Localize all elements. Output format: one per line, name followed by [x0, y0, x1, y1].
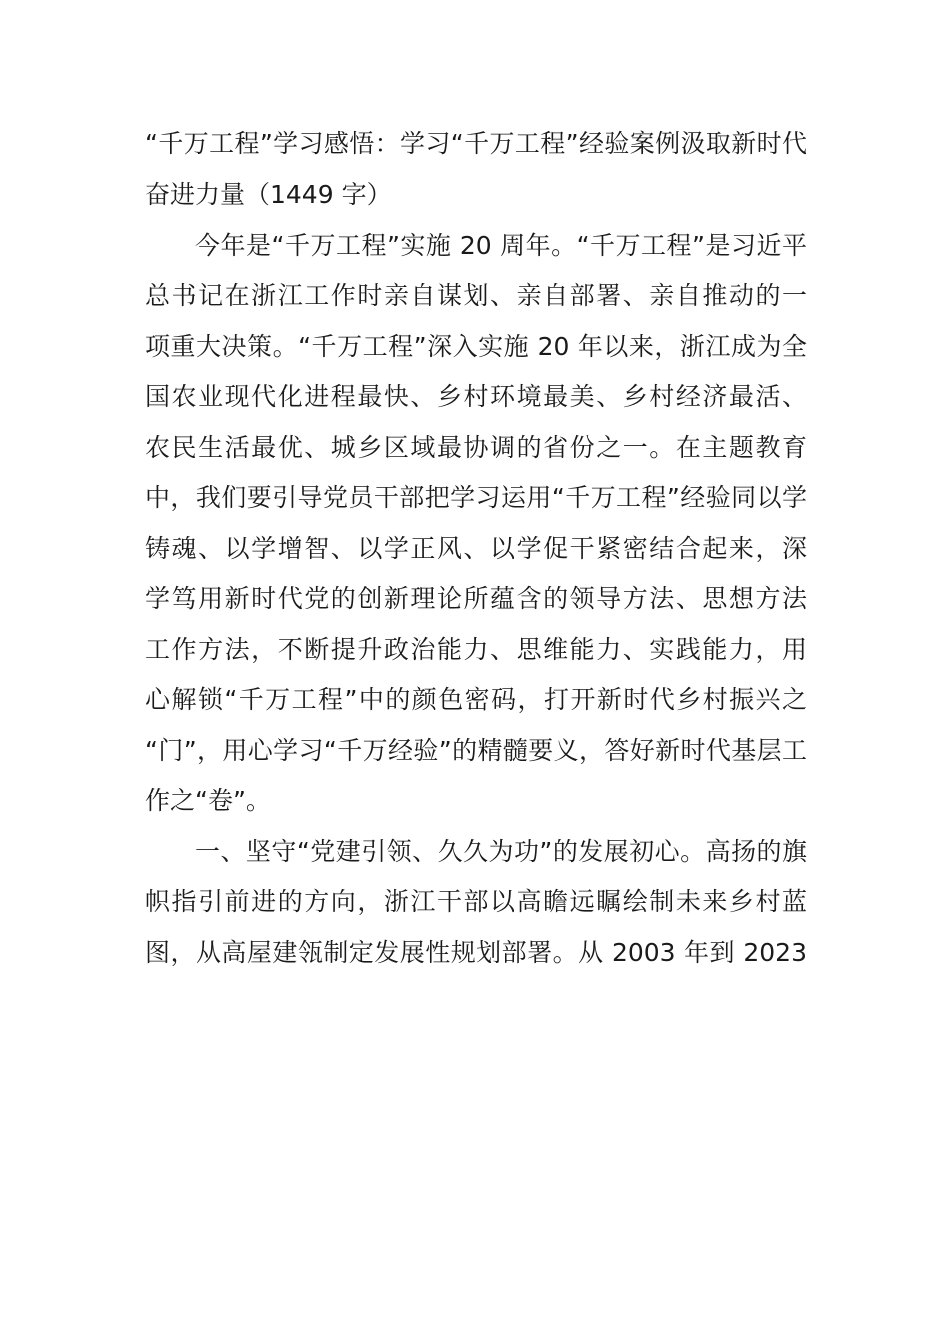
- paragraph-2-line-2: 帜指引前进的方向，浙江干部以高瞻远瞩绘制未来乡村蓝: [145, 887, 807, 916]
- paragraph-1-line-5: 农民生活最优、城乡区域最协调的省份之一。在主题教育: [145, 433, 807, 462]
- paragraph-1-line-2: 总书记在浙江工作时亲自谋划、亲自部署、亲自推动的一: [145, 281, 807, 310]
- paragraph-1-line-6: 中，我们要引导党员干部把学习运用“千万工程”经验同以学: [145, 483, 807, 512]
- paragraph-1-line-10: 心解锁“千万工程”中的颜色密码，打开新时代乡村振兴之: [145, 685, 807, 714]
- paragraph-1-line-1: 今年是“千万工程”实施 20 周年。“千万工程”是习近平: [195, 231, 807, 260]
- paragraph-1-line-9: 工作方法，不断提升政治能力、思维能力、实践能力，用: [145, 635, 807, 664]
- title-line-1: “千万工程”学习感悟：学习“千万工程”经验案例汲取新时代: [145, 129, 807, 158]
- paragraph-1-line-8: 学笃用新时代党的创新理论所蕴含的领导方法、思想方法: [145, 584, 807, 613]
- paragraph-2-line-1: 一、坚守“党建引领、久久为功”的发展初心。高扬的旗: [195, 837, 807, 866]
- paragraph-1-line-4: 国农业现代化进程最快、乡村环境最美、乡村经济最活、: [145, 382, 807, 411]
- paragraph-1-line-11: “门”，用心学习“千万经验”的精髓要义，答好新时代基层工: [145, 736, 807, 765]
- paragraph-1-line-7: 铸魂、以学增智、以学正风、以学促干紧密结合起来，深: [145, 534, 807, 563]
- paragraph-1-line-3: 项重大决策。“千万工程”深入实施 20 年以来，浙江成为全: [145, 332, 807, 361]
- paragraph-2-line-3: 图，从高屋建瓴制定发展性规划部署。从 2003 年到 2023: [145, 938, 807, 967]
- paragraph-1-line-12: 作之“卷”。: [145, 786, 271, 815]
- title-line-2: 奋进力量（1449 字）: [145, 180, 392, 209]
